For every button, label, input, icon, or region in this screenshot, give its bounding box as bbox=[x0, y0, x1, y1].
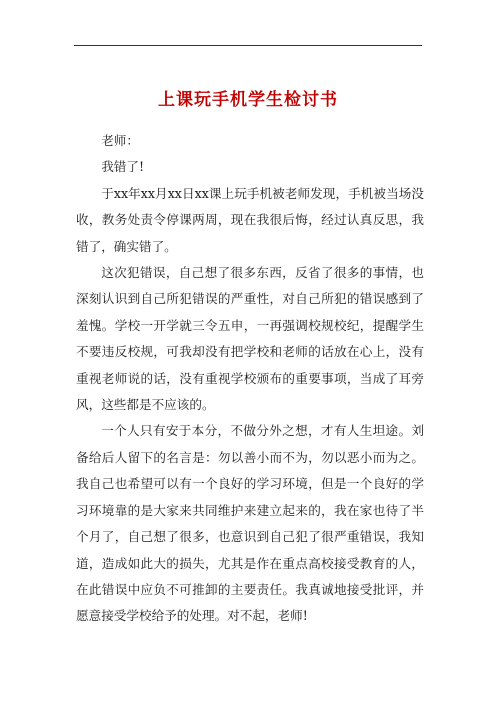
salutation: 老师： bbox=[101, 133, 139, 148]
paragraph: 这次犯错误，自己想了很多东西，反省了很多的事情，也深刻认识到自己所犯错误的严重性，对自己所犯的错误感到了羞愧。学校一开学就三令五申，一再强调校规校纪，提醒学生不要违反校规，可我却没有把学校和老师的话放在心上，没有重视老师说的话，没有重视学校颁布的重要事项，当成了耳旁风，这些都是不应该的。 bbox=[76, 265, 424, 413]
document-title: 上课玩手机学生检讨书 bbox=[158, 90, 338, 110]
paragraph: 一个人只有安于本分，不做分外之想，才有人生坦途。刘备给后人留下的名言是：勿以善小而不为，勿以恶小而为之。我自己也希望可以有一个良好的学习环境，但是一个良好的学习环境靠的是大家来共同维护来建立起来的，我在家也待了半个月了，自己想了很多，也意识到自己犯了很严重错误，我知道，造成如此大的损失，尤其是作在重点高校接受教育的人，在此错误中应负不可推卸的主要责任。我真诚地接受批评，并愿意接受学校给予的处理。对不起，老师! bbox=[76, 423, 424, 624]
document-body bbox=[76, 128, 424, 630]
paragraph: 于xx年xx月xx日xx课上玩手机被老师发现，手机被当场没收，教务处责令停课两周，现在我很后悔，经过认真反思，我错了，确实错了。 bbox=[76, 185, 424, 254]
header-rule bbox=[74, 45, 422, 46]
paragraph: 我错了! bbox=[101, 159, 145, 175]
